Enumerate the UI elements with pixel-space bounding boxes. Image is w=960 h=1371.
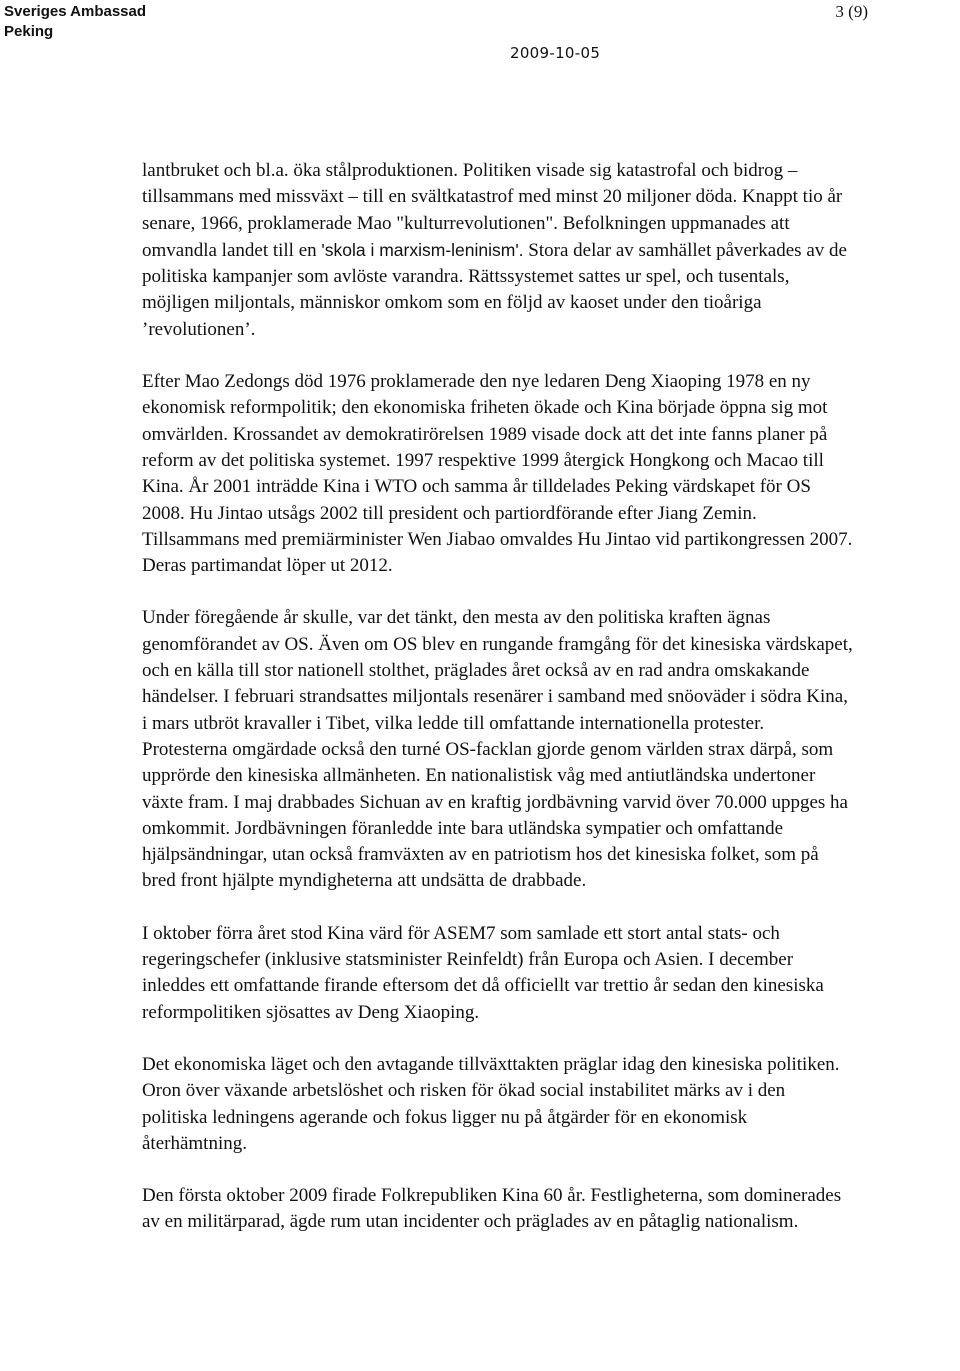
document-body [142,158,854,1262]
embassy-name-line1: Sveriges Ambassad [4,3,147,20]
paragraph-5: Det ekonomiska läget och den avtagande tillväxttakten präglar idag den kinesiska politiken. Oron över växande arbetslöshet och risken för ökad social instabilitet märks av i den politiska ledningens agerande och fokus ligger nu på åtgärder för en ekonomisk återhämtning. [142,1053,840,1154]
paragraph-2: Efter Mao Zedongs död 1976 proklamerade den nye ledaren Deng Xiaoping 1978 en ny ekonomisk reformpolitik; den ekonomiska friheten ökade och Kina började öppna sig mot omvärlden. Krossandet av demokratirörelsen 1989 visade dock att det inte fanns planer på reform av det politiska systemet. 1997 respektive 1999 återgick Hongkong och Macao till Kina. År 2001 inträdde Kina i WTO och samma år tilldelades Peking värdskapet för OS 2008. Hu Jintao utsågs 2002 till president och partiordförande efter Jiang Zemin. Tillsammans med premiärminister Wen Jiabao omvaldes Hu Jintao vid partikongressen 2007. Deras partimandat löper ut 2012. [142,371,853,577]
paragraph-1-rest: Stora delar av samhället påverkades av de politiska kampanjer som avlöste varandra. Rättssystemet sattes ur spel, och tusentals, möjligen miljontals, människor omkom som en följd av kaoset under den tioåriga ’revolutionen’. [142,239,847,340]
paragraph-3: Under föregående år skulle, var det tänkt, den mesta av den politiska kraften ägnas genomförandet av OS. Även om OS blev en rungande framgång för det kinesiska värdskapet, och en källa till stor nationell stolthet, präglades året också av en rad andra omskakande händelser. I februari strandsattes miljontals resenärer i samband med snöoväder i södra Kina, i mars utbröt kravaller i Tibet, vilka ledde till omfattande internationella protester. Protesterna omgärdade också den turné OS-facklan gjorde genom världen strax därpå, som upprörde den kinesiska allmänheten. En nationalistisk våg med antiutländska undertoner växte fram. I maj drabbades Sichuan av en kraftig jordbävning varvid över 70.000 uppges ha omkommit. Jordbävningen föranledde inte bara utländska sympatier och omfattande hjälpsändningar, utan också framväxten av en patriotism hos det kinesiska folket, som på bred front hjälpte myndigheterna att undsätta de drabbade. [142,607,853,892]
page-number: 3 (9) [835,2,868,21]
paragraph-6: Den första oktober 2009 firade Folkrepubliken Kina 60 år. Festligheterna, som dominerades av en militärparad, ägde rum utan incidenter och präglades av en påtaglig nationalism. [142,1185,842,1233]
paragraph-1-sans: 'skola i marxism-leninism'. [321,239,524,260]
paragraph-1 [142,158,854,343]
embassy-name [4,2,146,42]
document-date: 2009-10-05 [510,44,601,62]
page-header [0,0,960,80]
embassy-name-line2: Peking [4,23,54,40]
paragraph-1-serif: lantbruket och bl.a. öka stålproduktionen. Politiken visade sig katastrofal och bidrog – tillsammans med missväxt – till en svältkatastrof med minst 20 miljoner döda. Knappt tio år senare, 1966, proklamerade Mao "kulturrevolutionen". Befolkningen uppmanades att omvandla landet till en [142,160,843,261]
paragraph-4: I oktober förra året stod Kina värd för ASEM7 som samlade ett stort antal stats- och regeringschefer (inklusive statsminister Reinfeldt) från Europa och Asien. I december inleddes ett omfattande firande eftersom det då officiellt var trettio år sedan den kinesiska reformpolitiken sjösattes av Deng Xiaoping. [142,922,824,1023]
